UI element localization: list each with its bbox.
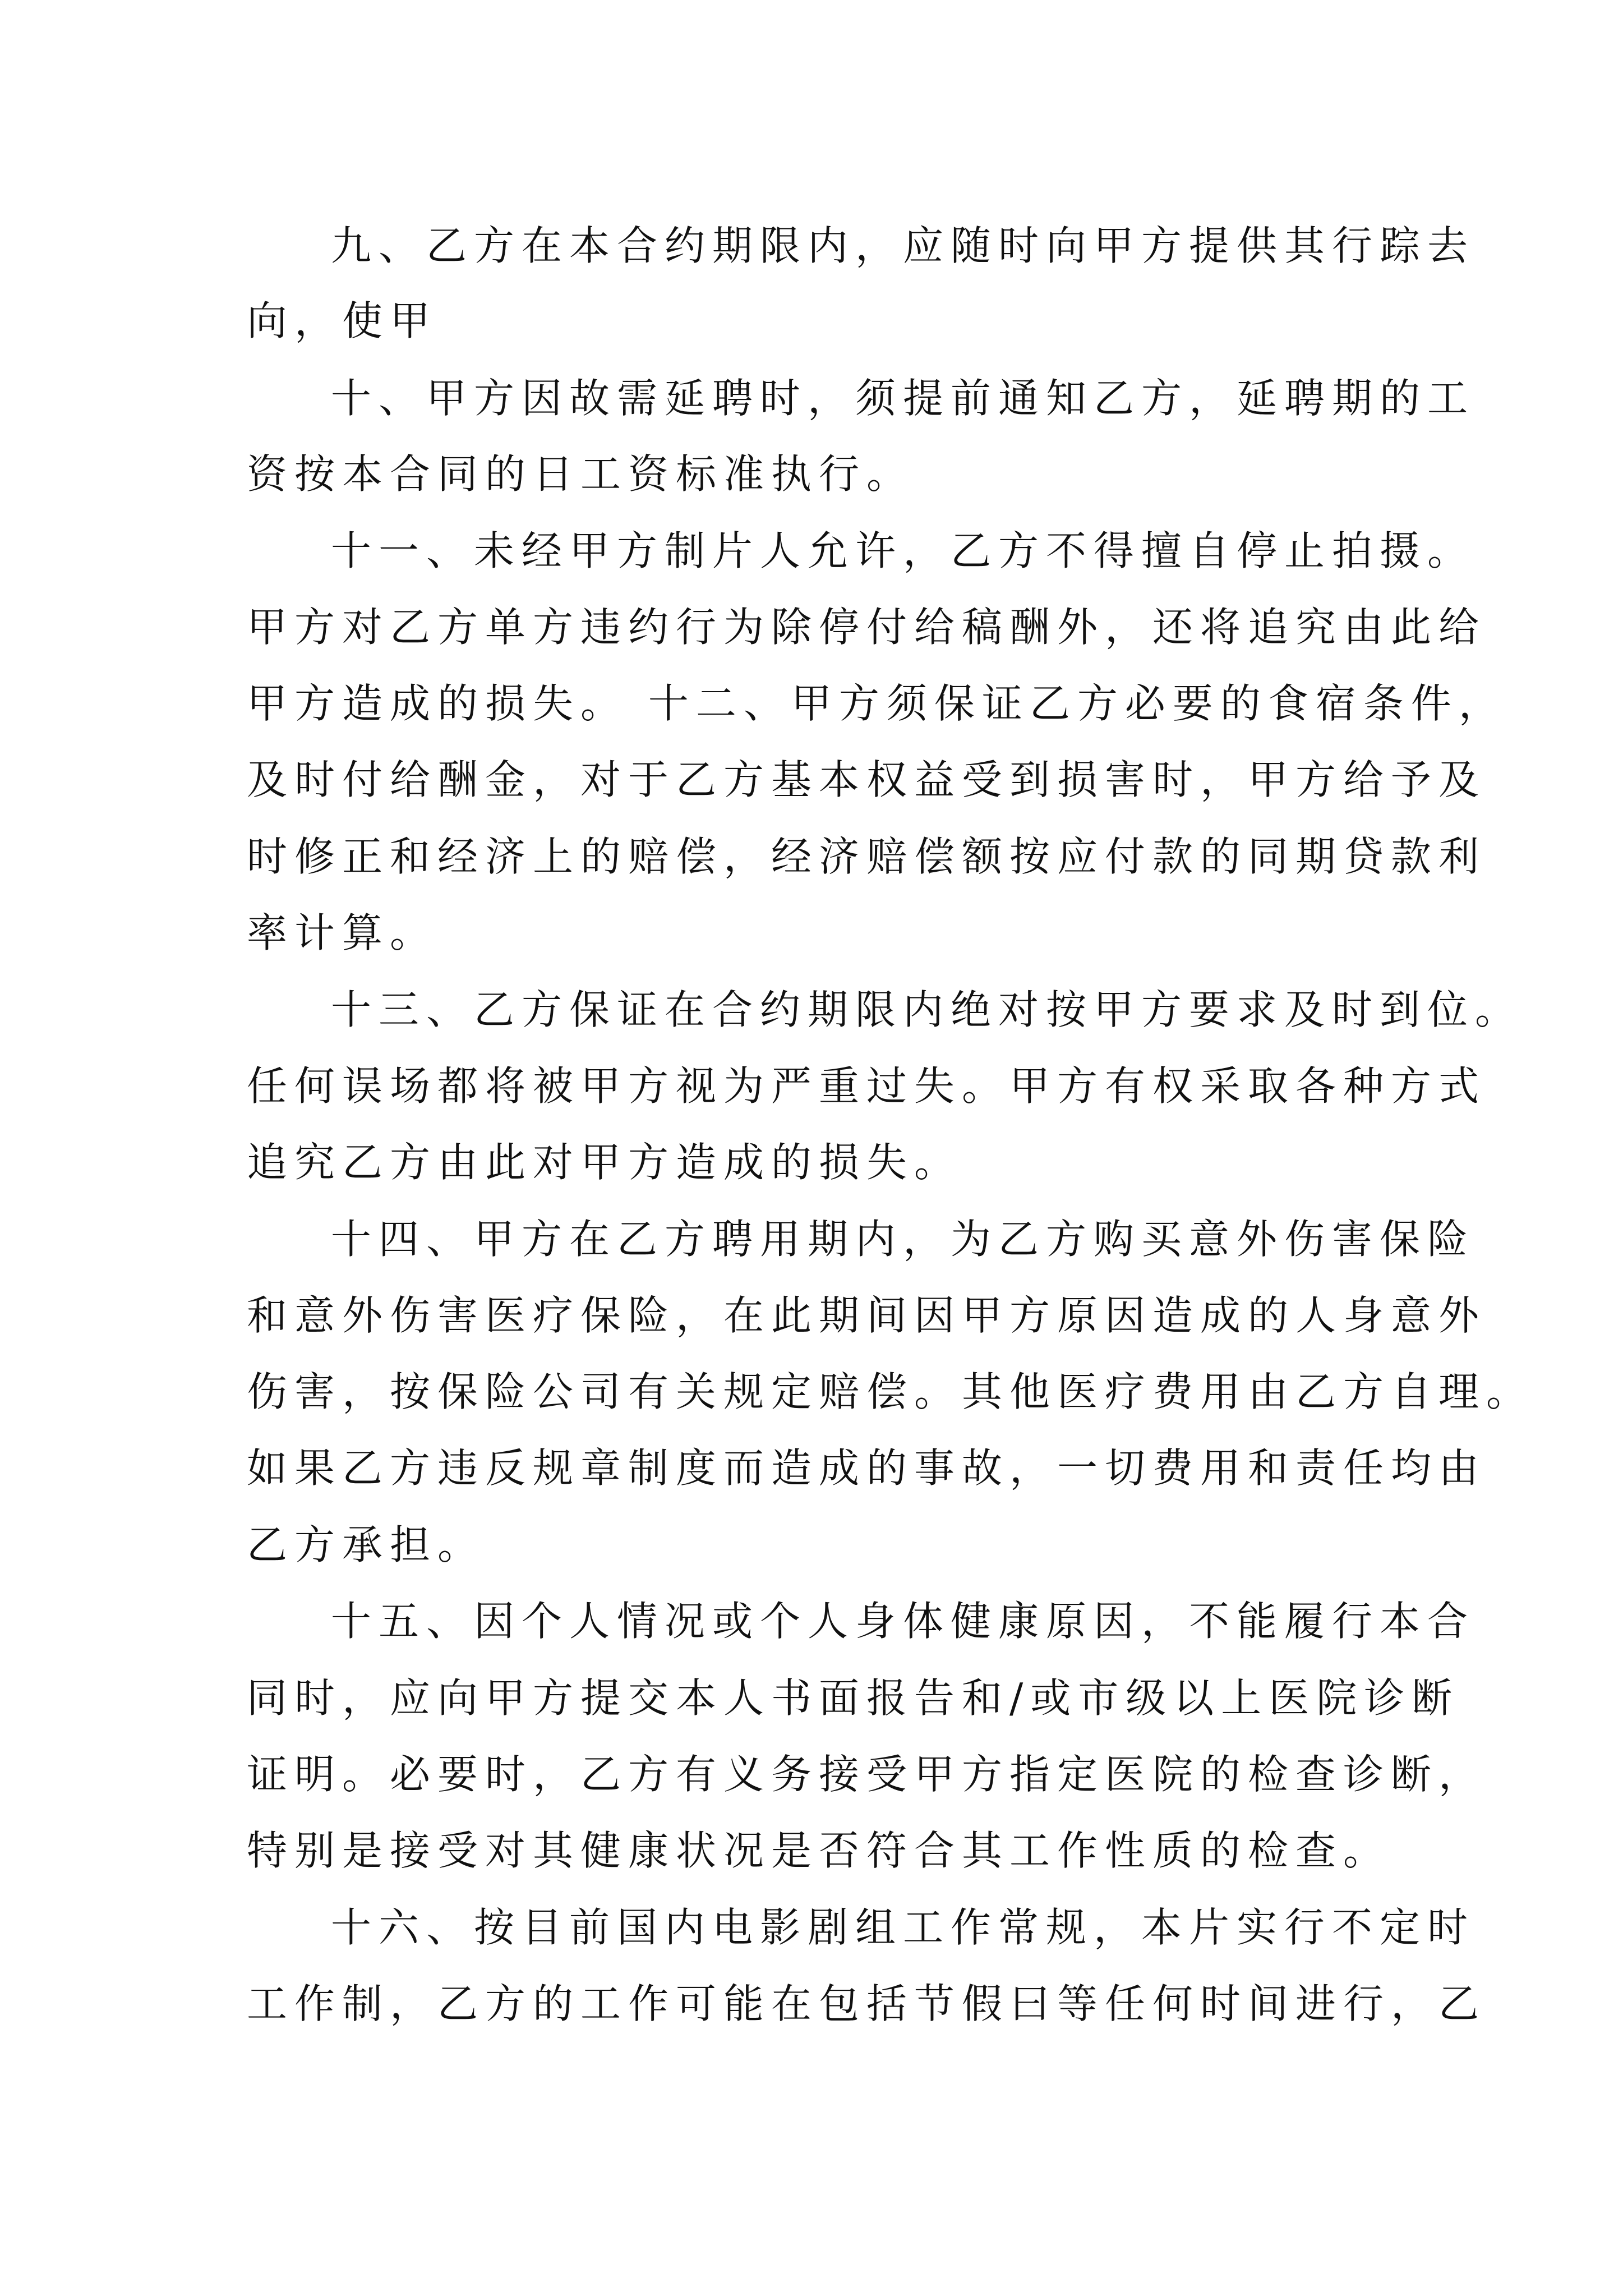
text-line: 工作制，乙方的工作可能在包括节假曰等任何时间进行，乙 — [247, 1980, 1487, 2027]
text-line: 十四、甲方在乙方聘用期内，为乙方购买意外伤害保险 — [331, 1216, 1476, 1263]
text-line: 及时付给酬金，对于乙方基本权益受到损害时，甲方给予及 — [247, 756, 1487, 803]
text-line: 乙方承担。 — [247, 1521, 486, 1568]
text-line: 追究乙方由此对甲方造成的损失。 — [247, 1139, 962, 1186]
text-line: 十六、按目前国内电影剧组工作常规，本片实行不定时 — [331, 1904, 1476, 1951]
text-line: 九、乙方在本合约期限内，应随时向甲方提供其行踪去 — [331, 222, 1476, 269]
text-line: 和意外伤害医疗保险，在此期间因甲方原因造成的人身意外 — [247, 1292, 1487, 1339]
text-line: 任何误场都将被甲方视为严重过失。甲方有权采取各种方式 — [247, 1062, 1487, 1110]
text-line: 十五、因个人情况或个人身体健康原因，不能履行本合 — [331, 1598, 1476, 1645]
text-line: 时修正和经济上的赔偿，经济赔偿额按应付款的同期贷款利 — [247, 833, 1487, 880]
text-line: 伤害，按保险公司有关规定赔偿。其他医疗费用由乙方自理。 — [247, 1368, 1534, 1415]
text-line: 甲方造成的损失。 十二、甲方须保证乙方必要的食宿条件， — [247, 680, 1506, 727]
text-line: 十三、乙方保证在合约期限内绝对按甲方要求及时到位。 — [331, 986, 1523, 1033]
text-line: 资按本合同的日工资标准执行。 — [247, 450, 915, 498]
text-line: 同时，应向甲方提交本人书面报告和/或市级以上医院诊断 — [247, 1674, 1460, 1722]
text-line: 特别是接受对其健康状况是否符合其工作性质的检查。 — [247, 1827, 1391, 1874]
text-line: 甲方对乙方单方违约行为除停付给稿酬外，还将追究由此给 — [247, 604, 1487, 651]
text-line: 十、甲方因故需延聘时，须提前通知乙方，延聘期的工 — [331, 375, 1476, 422]
text-line: 十一、未经甲方制片人允许，乙方不得擅自停止拍摄。 — [331, 527, 1476, 574]
text-line: 向，使甲 — [247, 297, 438, 344]
text-line: 证明。必要时，乙方有义务接受甲方指定医院的检查诊断， — [247, 1751, 1487, 1798]
text-line: 如果乙方违反规章制度而造成的事故，一切费用和责任均由 — [247, 1444, 1487, 1492]
text-line: 率计算。 — [247, 909, 438, 956]
